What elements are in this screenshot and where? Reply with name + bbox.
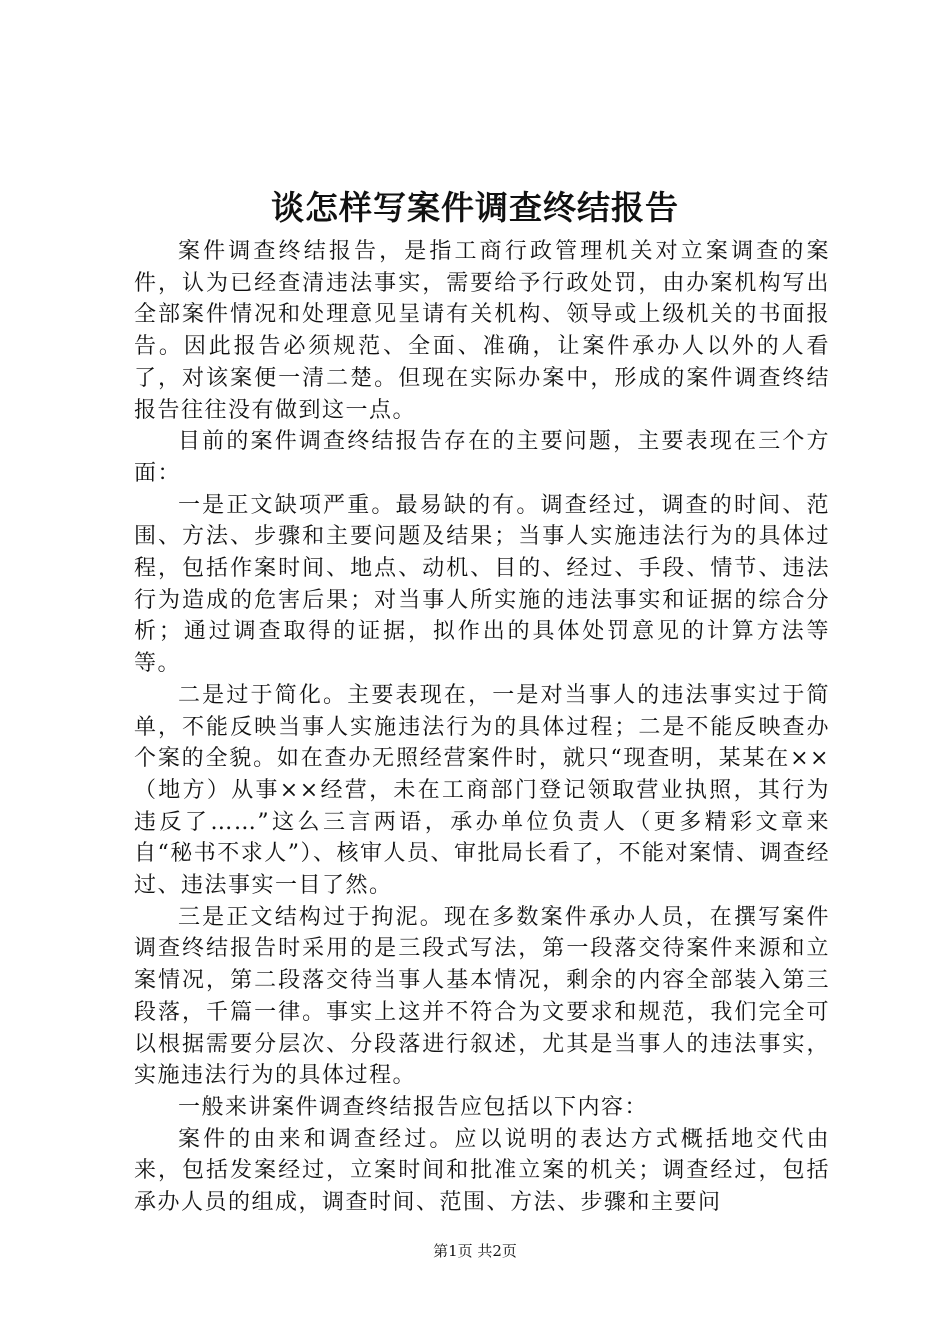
paragraph: 案件调查终结报告，是指工商行政管理机关对立案调查的案件，认为已经查清违法事实，需要给予行政处罚，由办案机构写出全部案件情况和处理意见呈请有关机构、领导或上级机关的书面报告。因此报告必须规范、全面、准确，让案件承办人以外的人看了，对该案便一清二楚。但现在实际办案中，形成的案件调查终结报告往往没有做到这一点。	[134, 239, 830, 423]
document-body	[134, 236, 830, 1219]
page-footer: 第1页 共2页	[433, 1242, 517, 1260]
paragraph: 案件的由来和调查经过。应以说明的表达方式概括地交代由来，包括发案经过，立案时间和批准立案的机关；调查经过，包括承办人员的组成，调查时间、范围、方法、步骤和主要问	[134, 1126, 830, 1216]
paragraph: 二是过于简化。主要表现在，一是对当事人的违法事实过于简单，不能反映当事人实施违法行为的具体过程；二是不能反映查办个案的全貌。如在查办无照经营案件时，就只“现查明，某某在××（地方）从事××经营，未在工商部门登记领取营业执照，其行为违反了……”这么三言两语，承办单位负责人（更多精彩文章来自“秘书不求人”）、核审人员、审批局长看了，不能对案情、调查经过、违法事实一目了然。	[134, 682, 830, 899]
paragraph: 目前的案件调查终结报告存在的主要问题，主要表现在三个方面：	[134, 429, 830, 486]
paragraph: 一是正文缺项严重。最易缺的有。调查经过，调查的时间、范围、方法、步骤和主要问题及结果；当事人实施违法行为的具体过程，包括作案时间、地点、动机、目的、经过、手段、情节、违法行为造成的危害后果；对当事人所实施的违法事实和证据的综合分析；通过调查取得的证据，拟作出的具体处罚意见的计算方法等等。	[134, 492, 830, 677]
paragraph: 三是正文结构过于拘泥。现在多数案件承办人员，在撰写案件调查终结报告时采用的是三段式写法，第一段落交待案件来源和立案情况，第二段落交待当事人基本情况，剩余的内容全部装入第三段落，千篇一律。事实上这并不符合为文要求和规范，我们完全可以根据需要分层次、分段落进行叙述，尤其是当事人的违法事实，实施违法行为的具体过程。	[134, 904, 830, 1089]
paragraph: 一般来讲案件调查终结报告应包括以下内容：	[178, 1094, 649, 1120]
document-title: 谈怎样写案件调查终结报告	[271, 188, 679, 227]
